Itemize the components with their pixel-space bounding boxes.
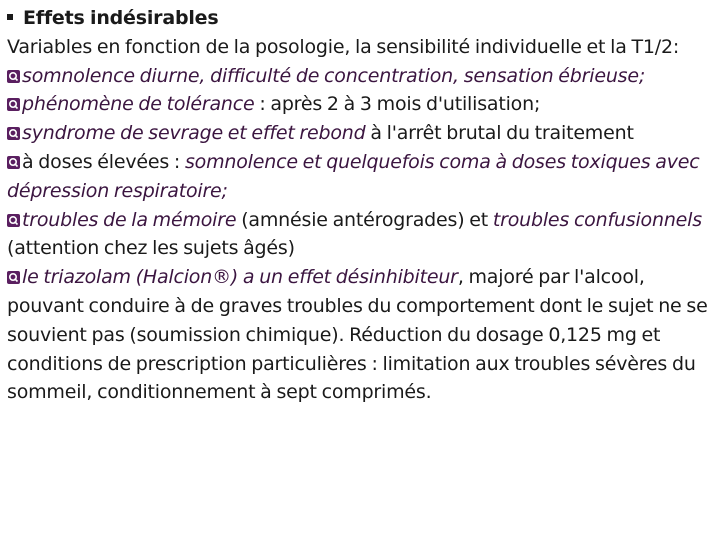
q-bullet-icon — [7, 156, 20, 169]
intro-text: Variables en fonction de la posologie, la sensibilité individuelle et la T1/2: — [7, 35, 680, 58]
slide-heading — [7, 4, 713, 33]
item-emphasis: le triazolam (Halcion®) a un effet désinhibiteur — [22, 266, 458, 289]
q-bullet-icon — [7, 214, 20, 227]
item-text: : après 2 à 3 mois d'utilisation; — [254, 93, 541, 116]
q-bullet-icon — [7, 271, 20, 284]
item-emphasis: syndrome de sevrage et effet rebond — [22, 122, 366, 145]
item-text: , majoré par l'alcool, pouvant conduire à de graves troubles du comportement dont le sujet ne se souvient pas (soumission chimique). Réduction du dosage 0,125 mg et conditions de prescription particulières : limitation aux troubles sévères du sommeil, conditionnement à sept comprimés. — [7, 266, 708, 404]
q-bullet-icon — [7, 127, 20, 140]
list-item — [7, 90, 713, 119]
list-item — [7, 119, 713, 148]
item-emphasis: phénomène de tolérance — [22, 93, 255, 116]
q-bullet-icon — [7, 98, 20, 111]
item-emphasis: somnolence et quelquefois coma à doses toxiques avec dépression respiratoire; — [7, 150, 700, 202]
item-emphasis: somnolence diurne, difficulté de concentration, sensation ébrieuse; — [22, 64, 646, 87]
item-text: à l'arrêt brutal du traitement — [365, 122, 634, 145]
slide-content — [7, 4, 713, 407]
list-item — [7, 206, 713, 264]
list-item — [7, 62, 713, 91]
item-emphasis: troubles confusionnels — [492, 208, 702, 231]
item-emphasis: troubles de la mémoire — [22, 208, 237, 231]
list-item — [7, 148, 713, 206]
item-text: (amnésie antérogrades) et — [236, 208, 493, 231]
item-text: (attention chez les sujets âgés) — [7, 237, 295, 260]
item-text: à doses élevées : — [22, 150, 185, 173]
list-item — [7, 263, 713, 407]
slide-title: Effets indésirables — [23, 7, 219, 29]
square-bullet-icon — [7, 14, 13, 20]
q-bullet-icon — [7, 70, 20, 83]
